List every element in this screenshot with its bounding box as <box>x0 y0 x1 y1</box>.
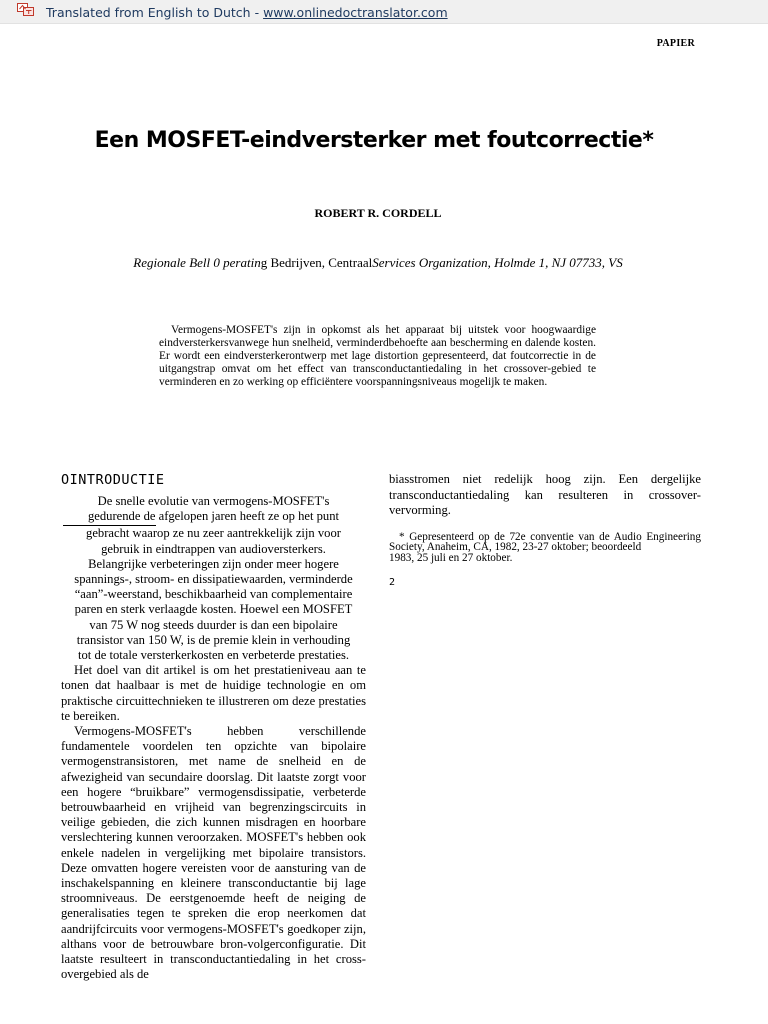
footnote-text: * Gepresenteerd op de 72e conventie van de Audio Engineering Society, Anaheim, CA, 1982, 23-27 oktober; beoordeeld <box>389 530 701 553</box>
intro-paragraph-3: Vermogens-MOSFET's hebben verschillende fundamentele voordelen ten opzichte van bipolaire vermogenstransistoren, met name de snelheid en de afwezigheid van secundaire doorslag. Dit laatste zorgt voor een hogere “bruikbare” vermogensdissipatie, verbeterde betrouwbaarheid en vrijheid van begrenzingscircuits in veilige gebieden, die zich kunnen misdragen en hoorbare verslechtering kunnen veroorzaken. MOSFET's hebben ook enkele nadelen in vergelijking met bipolaire transistors. Deze omvatten hogere vereisten voor de aansturing van de inschakelspanning en kleinere transconductantie bij lage stroomniveaus. De eerstgenoemde heeft de neiging de generalisaties tegen te spreken die erop neerkomen dat aandrijfcircuits voor vermogens-MOSFET's goedkoper zijn, althans voor de betrouwbare bron-volgerconfiguratie. Dit laatste resulteert in transconductantiedaling in het cross-overgebied als de <box>61 724 366 982</box>
intro-line: gebracht waarop ze nu zeer aantrekkelijk zijn voor <box>86 526 341 541</box>
affiliation-part-2: g Bedrijven, Centraal <box>260 255 373 270</box>
intro-paragraph-1 <box>61 494 366 663</box>
translate-logo-icon <box>17 3 35 17</box>
intro-line: gedurende de afgelopen jaren heeft ze op het punt <box>87 509 340 524</box>
translator-link[interactable]: www.onlinedoctranslator.com <box>263 5 448 20</box>
translation-note <box>46 5 448 20</box>
paper-label: PAPIER <box>656 38 695 49</box>
article-title: Een MOSFET-eindversterker met foutcorrectie* <box>94 128 654 153</box>
author-name: ROBERT R. CORDELL <box>314 206 442 220</box>
intro-paragraph-2: Het doel van dit artikel is om het prestatieniveau aan te tonen dat haalbaar is met de huidige technologie en om praktische circuittechnieken te illustreren om deze prestaties te bereiken. <box>61 663 366 723</box>
intro-line: paren en sterk verlaagde kosten. Hoewel een MOSFET <box>74 602 353 617</box>
continued-paragraph: biasstromen niet redelijk hoog zijn. Een dergelijke transconductantiedaling kan resulteren in crossover-vervorming. <box>389 472 701 517</box>
left-column <box>61 472 366 983</box>
intro-line: “aan”-weerstand, beschikbaarheid van complementaire <box>74 587 353 602</box>
author-affiliation <box>0 255 756 271</box>
affiliation-part-3: Services Organization, Holmde 1, NJ 07733, VS <box>372 255 623 270</box>
footnote-dates: 1983, 25 juli en 27 oktober. <box>389 551 513 564</box>
page-number: 2 <box>389 577 396 588</box>
intro-line: De snelle evolutie van vermogens-MOSFET's <box>97 494 330 508</box>
translation-banner <box>0 0 768 24</box>
intro-line: Belangrijke verbeteringen zijn onder meer hogere <box>88 556 339 571</box>
intro-line: tot de totale versterkerkosten en verbeterde prestaties. <box>78 648 349 663</box>
section-heading-introduction: OINTRODUCTIE <box>61 472 165 488</box>
abstract: Vermogens-MOSFET's zijn in opkomst als het apparaat bij uitstek voor hoogwaardige eindversterkersvanwege hun snelheid, verminderdbehoefte aan bescherming en dalende kosten. Er wordt een eindversterkerontwerp met lage distortion gepresenteerd, dat foutcorrectie in de uitgangstrap omvat om het effect van transconductantiedaling in het crossover-gebied te verminderen en zo werking op efficiëntere voorspanningsniveaus mogelijk te maken. <box>159 324 596 388</box>
intro-line: van 75 W nog steeds duurder is dan een bipolaire <box>89 617 338 632</box>
intro-line: transistor van 150 W, is de premie klein in verhouding <box>76 632 351 647</box>
affiliation-part-1: Regionale Bell 0 peratin <box>133 255 261 270</box>
translation-note-text: Translated from English to Dutch - <box>46 5 264 20</box>
intro-line: spannings-, stroom- en dissipatiewaarden, verminderde <box>74 572 353 587</box>
right-column <box>389 472 701 588</box>
footnote <box>389 532 701 564</box>
intro-line: gebruik in eindtrappen van audioversterkers. <box>101 541 326 556</box>
